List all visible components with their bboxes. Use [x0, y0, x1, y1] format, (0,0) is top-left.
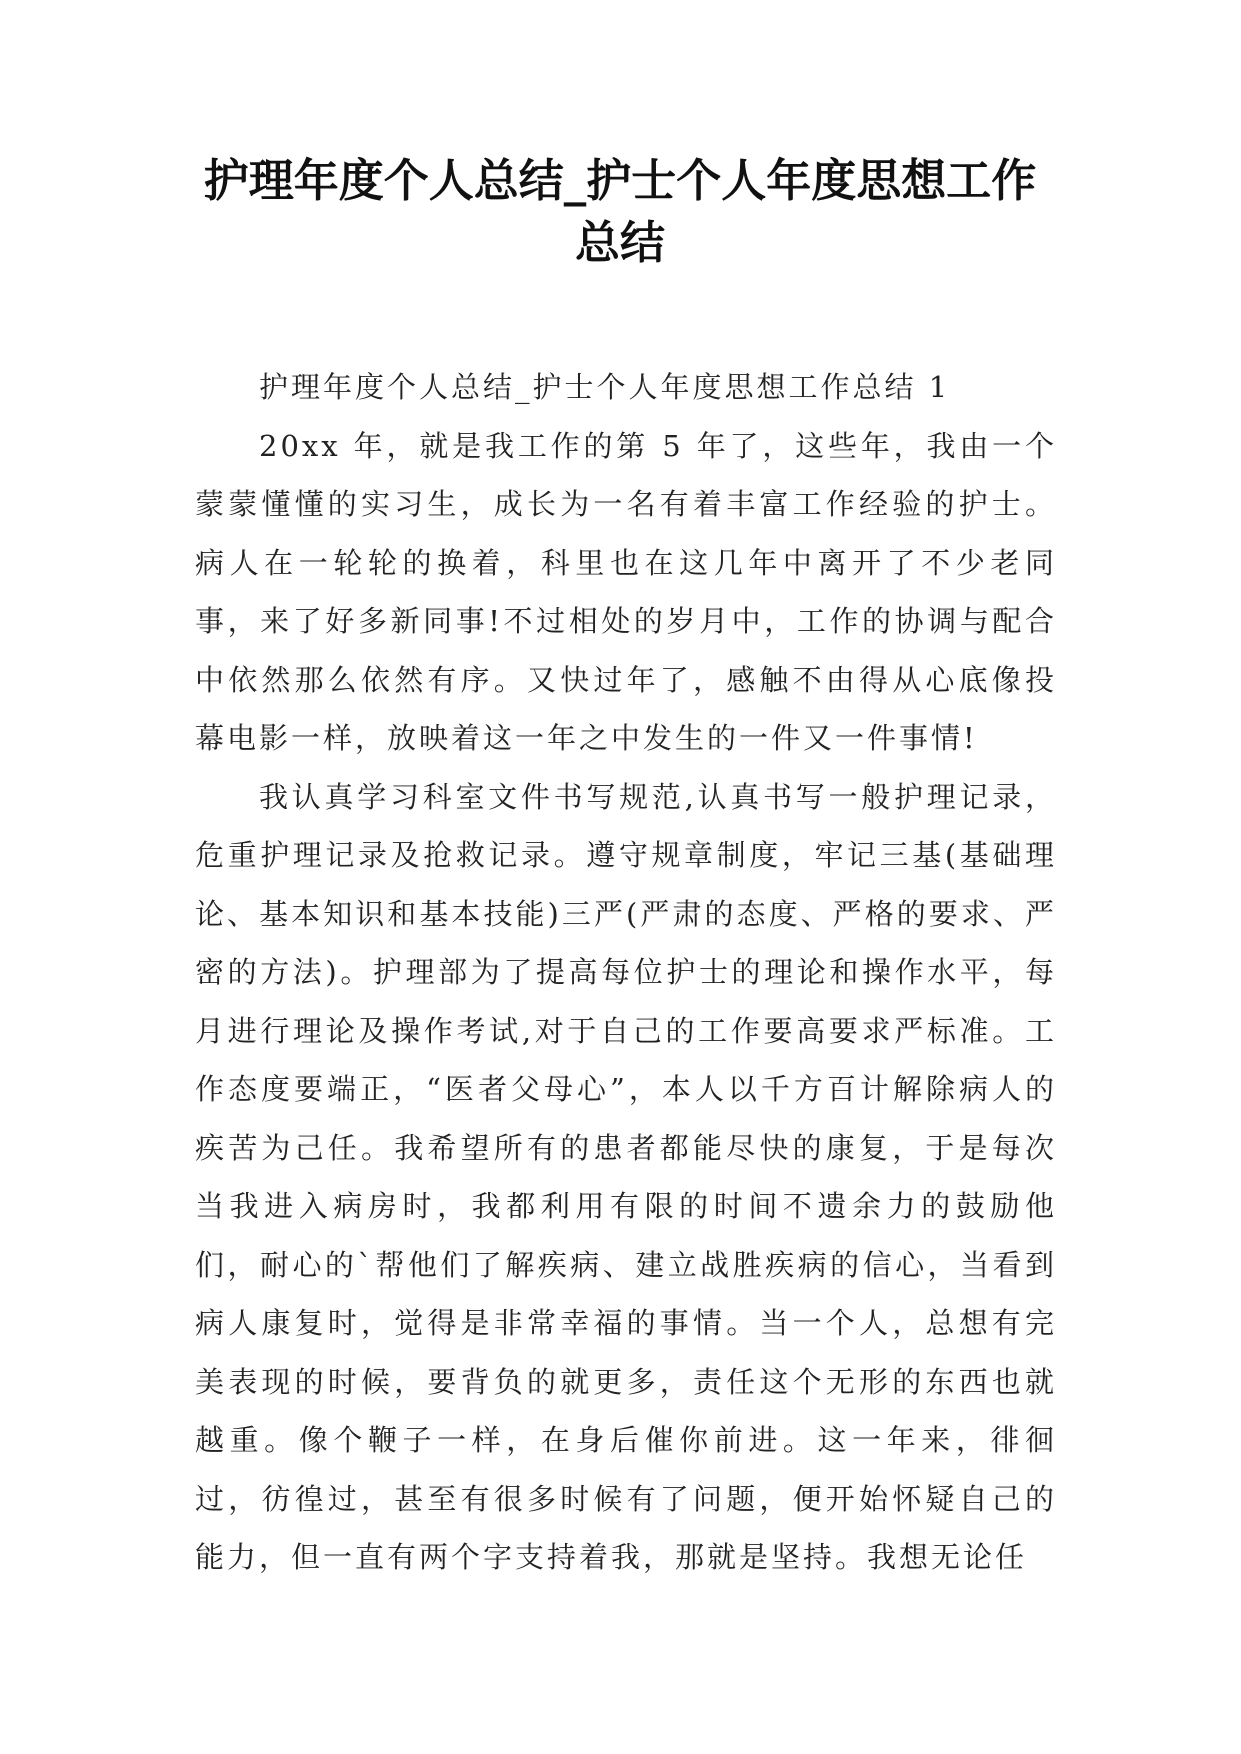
title-line-1: 护理年度个人总结_护士个人年度思想工作 [203, 154, 1037, 207]
document-title [170, 150, 1070, 274]
document-body [195, 358, 1057, 1587]
section-heading: 护理年度个人总结_护士个人年度思想工作总结 1 [259, 370, 951, 404]
paragraph-1: 20xx 年，就是我工作的第 5 年了，这些年，我由一个蒙蒙懂懂的实习生，成长为一名有着丰富工作经验的护士。病人在一轮轮的换着，科里也在这几年中离开了不少老同事，来了好多新同事!不过相处的岁月中，工作的协调与配合中依然那么依然有序。又快过年了，感触不由得从心底像投幕电影一样，放映着这一年之中发生的一件又一件事情! [195, 428, 1057, 755]
paragraph-2: 我认真学习科室文件书写规范,认真书写一般护理记录，危重护理记录及抢救记录。遵守规章制度，牢记三基(基础理论、基本知识和基本技能)三严(严肃的态度、严格的要求、严密的方法)。护理部为了提高每位护士的理论和操作水平，每月进行理论及操作考试,对于自己的工作要高要求严标准。工作态度要端正，“医者父母心”，本人以千方百计解除病人的疾苦为己任。我希望所有的患者都能尽快的康复，于是每次当我进入病房时，我都利用有限的时间不遗余力的鼓励他们，耐心的`帮他们了解疾病、建立战胜疾病的信心，当看到病人康复时，觉得是非常幸福的事情。当一个人，总想有完美表现的时候，要背负的就更多，责任这个无形的东西也就越重。像个鞭子一样，在身后催你前进。这一年来，徘徊过，彷徨过，甚至有很多时候有了问题，便开始怀疑自己的能力，但一直有两个字支持着我，那就是坚持。我想无论任 [195, 779, 1057, 1574]
title-line-2: 总结 [574, 216, 665, 269]
